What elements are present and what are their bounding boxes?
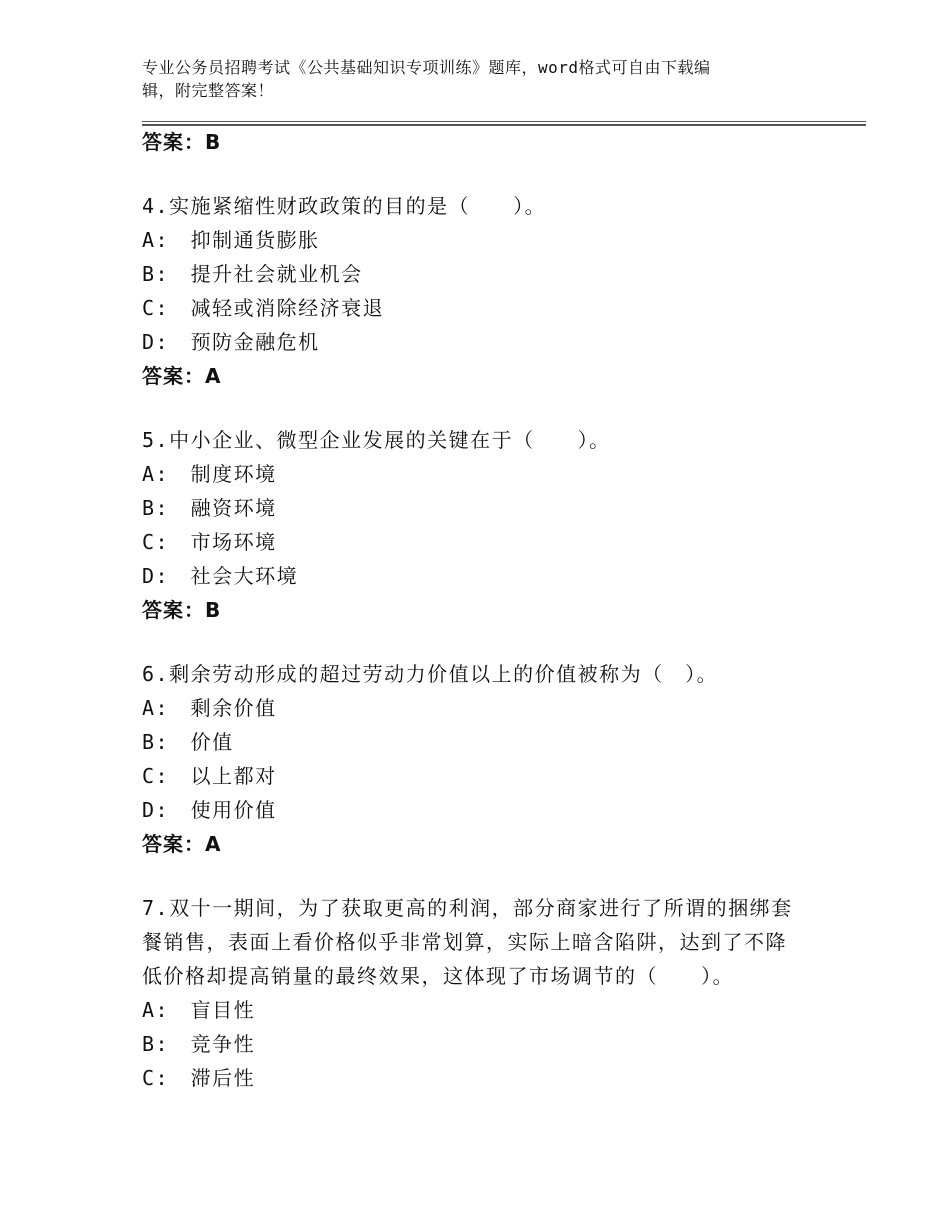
option-d: D: 社会大环境 — [142, 564, 299, 588]
question-7 — [142, 891, 842, 1095]
question-6 — [142, 657, 842, 861]
option-a: A: 抑制通货膨胀 — [142, 228, 320, 252]
header-divider-thin — [142, 121, 866, 122]
question-text: 6.剩余劳动形成的超过劳动力价值以上的价值被称为（ ）。 — [142, 662, 719, 686]
option-a: A: 制度环境 — [142, 462, 277, 486]
answer-line: 答案：A — [142, 832, 222, 856]
question-text-line-2: 餐销售，表面上看价格似乎非常划算，实际上暗含陷阱，达到了不降 — [142, 930, 787, 954]
answer-line: 答案：A — [142, 364, 222, 388]
question-list — [142, 125, 842, 1095]
option-b: B: 提升社会就业机会 — [142, 262, 363, 286]
question-4 — [142, 189, 842, 393]
option-c: C: 减轻或消除经济衰退 — [142, 296, 385, 320]
option-b: B: 价值 — [142, 730, 234, 754]
answer-line: 答案：B — [142, 130, 222, 154]
option-a: A: 盲目性 — [142, 998, 256, 1022]
document-header — [142, 56, 802, 102]
option-c: C: 市场环境 — [142, 530, 277, 554]
question-text-line-1: 7.双十一期间，为了获取更高的利润，部分商家进行了所谓的捆绑套 — [142, 896, 793, 920]
option-b: B: 融资环境 — [142, 496, 277, 520]
question-text-line-3: 低价格却提高销量的最终效果，这体现了市场调节的（ ）。 — [142, 964, 734, 988]
option-b: B: 竞争性 — [142, 1032, 256, 1056]
option-a: A: 剩余价值 — [142, 696, 277, 720]
option-c: C: 以上都对 — [142, 764, 277, 788]
option-c: C: 滞后性 — [142, 1066, 256, 1090]
header-line-2: 辑，附完整答案！ — [142, 81, 275, 100]
question-text: 4.实施紧缩性财政政策的目的是（ ）。 — [142, 194, 547, 218]
option-d: D: 预防金融危机 — [142, 330, 320, 354]
option-d: D: 使用价值 — [142, 798, 277, 822]
header-line-1: 专业公务员招聘考试《公共基础知识专项训练》题库，word格式可自由下载编 — [142, 58, 711, 77]
question-5 — [142, 423, 842, 627]
question-text: 5.中小企业、微型企业发展的关键在于（ ）。 — [142, 428, 611, 452]
answer-line: 答案：B — [142, 598, 222, 622]
